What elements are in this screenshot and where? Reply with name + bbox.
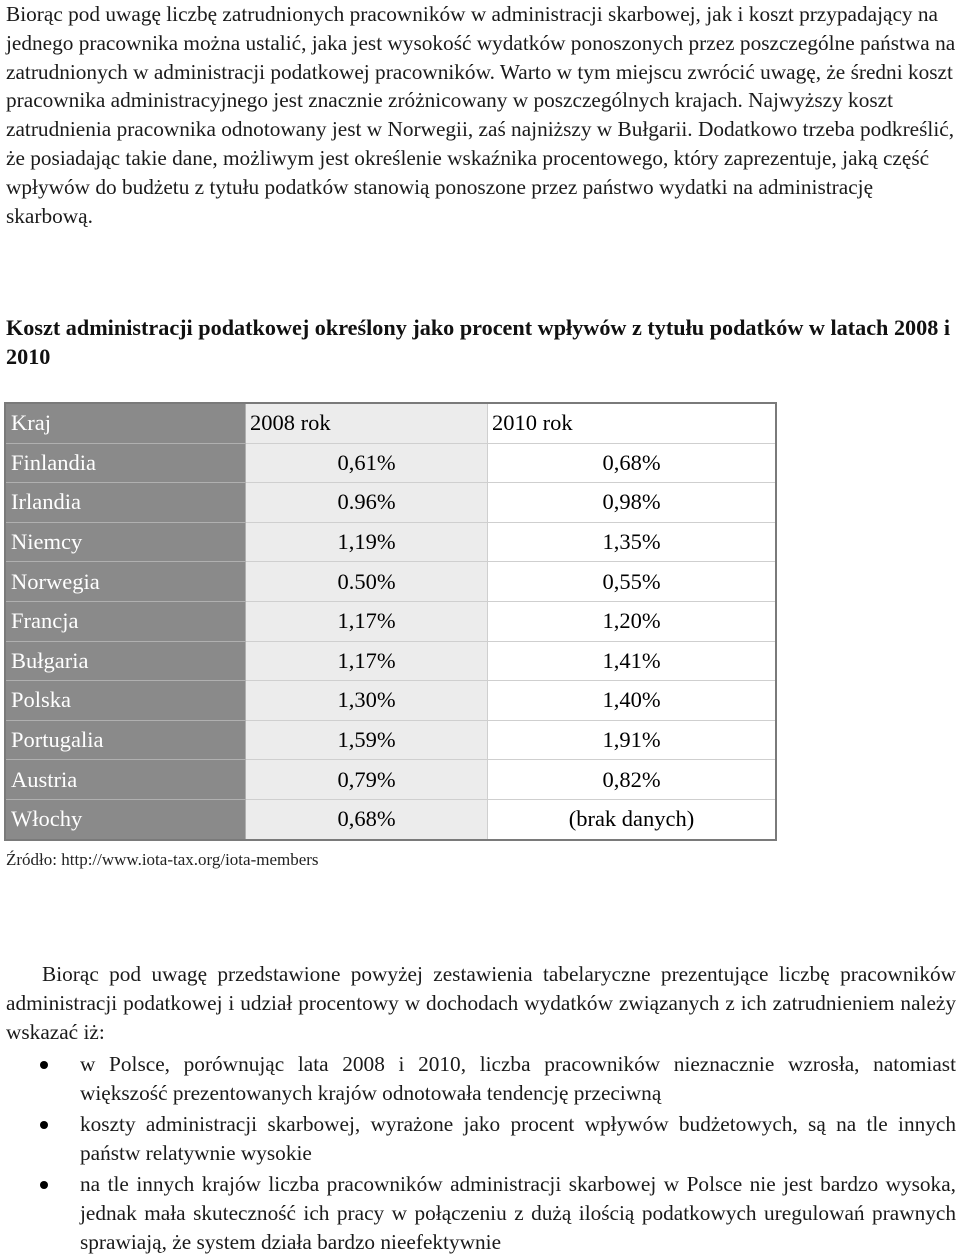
cell-2010: 0,68% (488, 443, 777, 483)
list-item (6, 1050, 956, 1108)
cell-2010: 0,55% (488, 562, 777, 602)
table-row (5, 562, 776, 602)
cell-country: Irlandia (5, 483, 246, 523)
table-row (5, 601, 776, 641)
table-row (5, 799, 776, 839)
list-item-text: na tle innych krajów liczba pracowników administracji skarbowej w Polsce nie jest bardzo wysoka, jednak mała skuteczność ich pracy w połączeniu z dużą ilością podatkowych uregulowań prawnych sprawiają, że system działa bardzo nieefektywnie (80, 1172, 956, 1254)
conclusion-list (6, 1050, 956, 1259)
cell-country: Austria (5, 760, 246, 800)
table-row (5, 681, 776, 721)
bullet-icon (40, 1061, 48, 1069)
list-item (6, 1110, 956, 1168)
cell-2008: 1,19% (246, 522, 488, 562)
cell-country: Norwegia (5, 562, 246, 602)
cell-country: Włochy (5, 799, 246, 839)
list-item-text: koszty administracji skarbowej, wyrażone jako procent wpływów budżetowych, są na tle innych państw relatywnie wysokie (80, 1112, 956, 1165)
table-row (5, 760, 776, 800)
conclusion-text: Biorąc pod uwagę przedstawione powyżej zestawienia tabelaryczne prezentujące liczbę pracowników administracji podatkowej i udział procentowy w dochodach wydatków związanych z ich zatrudnieniem należy wskazać iż: (6, 962, 956, 1044)
cell-country: Bułgaria (5, 641, 246, 681)
list-item (6, 1170, 956, 1256)
header-2008: 2008 rok (246, 403, 488, 443)
cell-2008: 1,59% (246, 720, 488, 760)
cell-2008: 0,79% (246, 760, 488, 800)
bullet-icon (40, 1181, 48, 1189)
cell-2008: 1,17% (246, 641, 488, 681)
cell-2008: 0,68% (246, 799, 488, 839)
cell-2010: 0,98% (488, 483, 777, 523)
table-row (5, 522, 776, 562)
cell-2008: 1,17% (246, 601, 488, 641)
cell-2010: 0,82% (488, 760, 777, 800)
table-row (5, 720, 776, 760)
cell-2010: (brak danych) (488, 799, 777, 839)
cell-2008: 0,61% (246, 443, 488, 483)
header-2010: 2010 rok (488, 403, 777, 443)
cell-2008: 1,30% (246, 681, 488, 721)
header-country: Kraj (5, 403, 246, 443)
table-row (5, 443, 776, 483)
table-row (5, 641, 776, 681)
cell-2008: 0.50% (246, 562, 488, 602)
source-note: Źródło: http://www.iota-tax.org/iota-members (6, 850, 319, 869)
cell-2010: 1,35% (488, 522, 777, 562)
table-row (5, 483, 776, 523)
cell-country: Finlandia (5, 443, 246, 483)
cell-country: Niemcy (5, 522, 246, 562)
cell-2010: 1,91% (488, 720, 777, 760)
intro-paragraph: Biorąc pod uwagę liczbę zatrudnionych pracowników w administracji skarbowej, jak i koszt przypadający na jednego pracownika można ustalić, jaka jest wysokość wydatków ponoszonych przez poszczególne państwa na zatrudnionych w administracji podatkowej pracowników. Warto w tym miejscu zwrócić uwagę, że średni koszt pracownika administracyjnego jest znacznie zróżnicowany w poszczególnych krajach. Najwyższy koszt zatrudnienia pracownika odnotowany jest w Norwegii, zaś najniższy w Bułgarii. Dodatkowo trzeba podkreślić, że posiadając takie dane, możliwym jest określenie wskaźnika procentowego, który zaprezentuje, jaką część wpływów do budżetu z tytułu podatków stanowią ponoszone przez państwo wydatki na administrację skarbową. (6, 2, 956, 228)
cell-2010: 1,41% (488, 641, 777, 681)
cell-country: Polska (5, 681, 246, 721)
list-item-text: w Polsce, porównując lata 2008 i 2010, liczba pracowników nieznacznie wzrosła, natomiast większość prezentowanych krajów odnotowała tendencję przeciwną (80, 1052, 956, 1105)
bullet-icon (40, 1121, 48, 1129)
cell-2010: 1,40% (488, 681, 777, 721)
table-header-row (5, 403, 776, 443)
conclusion-paragraph (6, 960, 956, 1046)
cost-table (4, 402, 777, 841)
table-title: Koszt administracji podatkowej określony jako procent wpływów z tytułu podatków w latach 2008 i 2010 (6, 315, 951, 369)
cell-country: Portugalia (5, 720, 246, 760)
cell-2008: 0.96% (246, 483, 488, 523)
cell-country: Francja (5, 601, 246, 641)
cell-2010: 1,20% (488, 601, 777, 641)
